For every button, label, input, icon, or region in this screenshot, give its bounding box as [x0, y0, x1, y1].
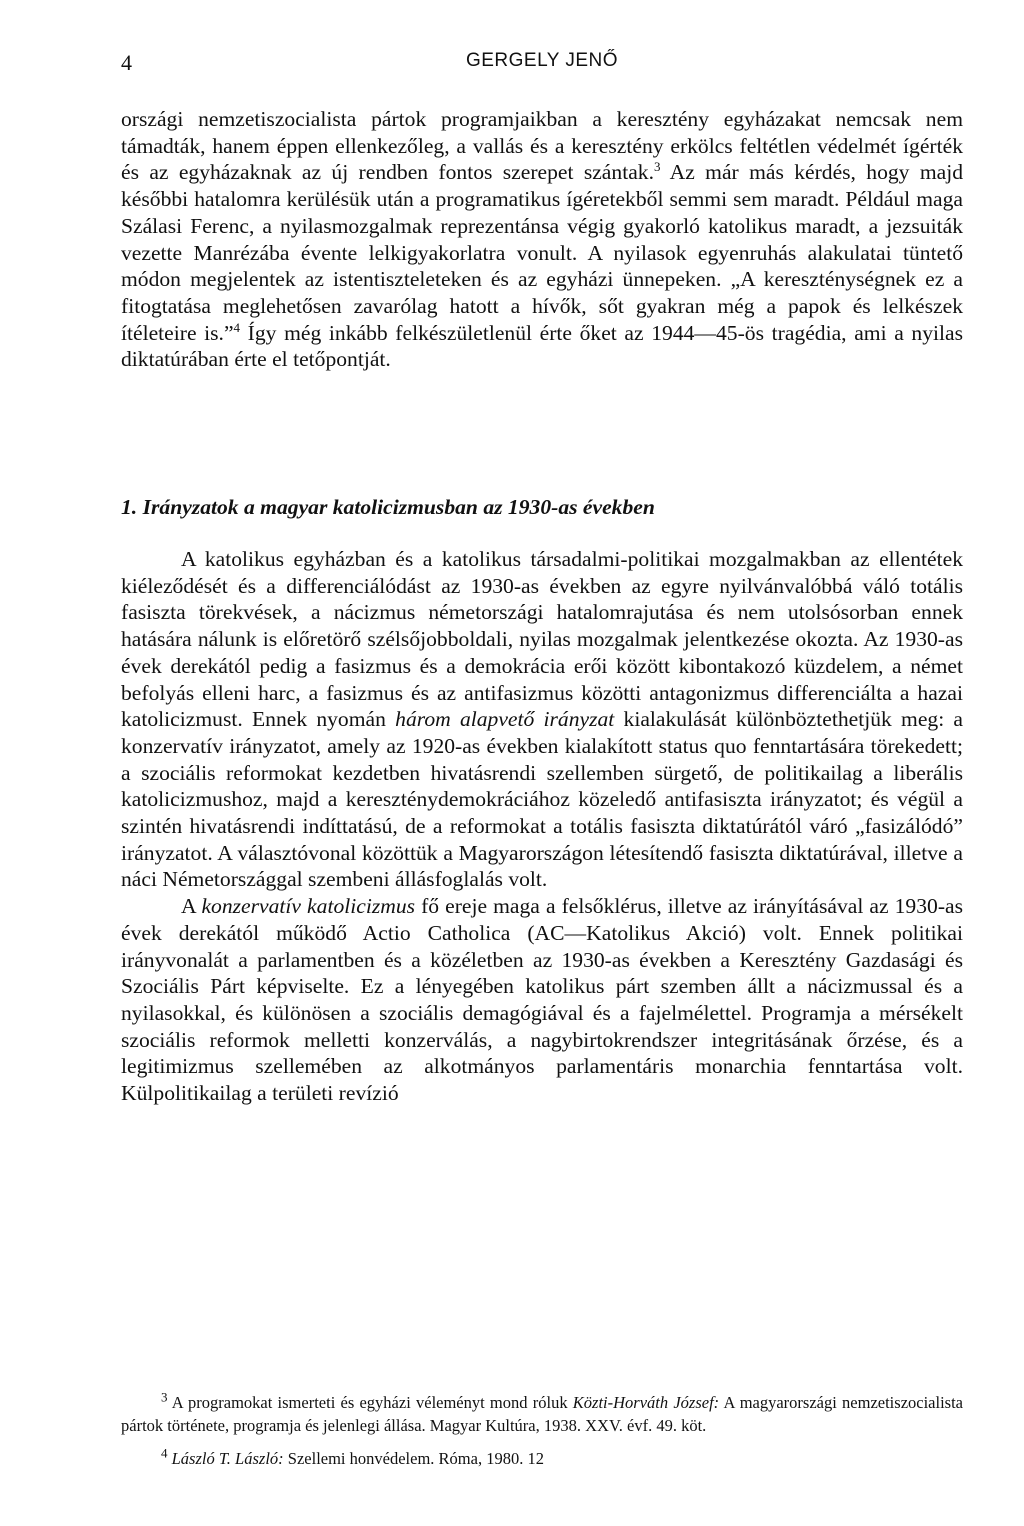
emphasis: három alapvető irányzat	[395, 707, 615, 732]
author-name: László T. László:	[171, 1449, 284, 1468]
paragraph-text: országi nemzetiszocialista pártok programjaikban a keresztény egyházakat nemcsak nem támadták, hanem éppen ellenkezőleg, a vallás és a keresztény erkölcs feltétlen védelmét ígérték és az egyházaknak az új rendben fontos szerepet szántak.$^3$ Az már más kérdés, hogy majd későbbi hatalomra kerülésük után a programatikus ígéretekből semmi sem maradt. Például maga Szálasi Ferenc, a nyilasmozgalmak reprezentánsa végig gyakorló katolikus maradt, a jezsuiták vezette Manrézába évente lelkigyakorlatra vonult. A nyilasok egyenruhás alakulatai tüntető módon megjelentek az istentiszteleteken és az egyházi ünnepeken. „A kereszténységnek ez a fitogtatása meglehetősen zavarólag hatott a hívők, sőt gyakran még a papok és lelkészek ítéleteire is.”$^4$ Így még inkább felkészületlenül érte őket az 1944—45-ös tragédia, ami a nyilas diktatúrában érte el tetőpontját.	[121, 107, 964, 372]
footnote-number: 3	[161, 1389, 168, 1405]
body-section	[121, 546, 963, 1107]
page-header	[121, 50, 963, 82]
author-name: Közti-Horváth József:	[572, 1393, 720, 1412]
footnote-3: $^3$ A programokat ismerteti és egyházi véleményt mond róluk Közti-Horváth József: A magyarországi nemzetiszocialista pártok története, programja és jelenlegi állása. Magyar Kultúra, 1938. XXV. évf. 49. köt.	[121, 1389, 963, 1435]
footnote-4: $^4$ László T. László: Szellemi honvédelem. Róma, 1980. 12	[161, 1445, 544, 1468]
footnote-number: 4	[161, 1445, 168, 1461]
running-head: GERGELY JENŐ	[465, 50, 619, 71]
body-paragraph-1	[121, 106, 963, 373]
footnote-ref-4: 4	[233, 319, 241, 335]
body-paragraph-2: A katolikus egyházban és a katolikus társadalmi-politikai mozgalmakban az ellentétek kiéleződését és a differenciálódást az 1930-as években az egyre nyilvánvalóbbá váló totális fasiszta törekvések, a nácizmus németországi hatalomrajutása és nem utolsósorban ennek hatására nálunk is előretörő szélsőjobboldali, nyilas mozgalmak jelentkezése okozta. Az 1930-as évek derekától pedig a fasizmus és a demokrácia erői között kibontakozó küzdelem, a német befolyás elleni harc, a fasizmus és az antifasizmus közötti antagonizmus differenciálta a hazai katolicizmust. Ennek nyomán három alapvető irányzat kialakulását különböztethetjük meg: a konzervatív irányzatot, amely az 1920-as években kialakított status quo fenntartására törekedett; a szociális reformokat kezdetben hivatásrendi szellemben sürgető, de politikailag a liberális katolicizmushoz, majd a kereszténydemokráciához közeledő antifasiszta irányzatot; és végül a szintén hivatásrendi indíttatású, de a reformokat a totális fasiszta diktatúrától váró „fasizálódó” irányzatot. A választóvonal közöttük a Magyarországon létesítendő fasiszta diktatúrával, illetve a náci Németországgal szembeni állásfoglalás volt.	[121, 547, 964, 892]
emphasis: konzervatív katolicizmus	[201, 894, 416, 919]
page-number: 4	[121, 50, 132, 75]
body-paragraph-3: A konzervatív katolicizmus fő ereje maga a felsőklérus, illetve az irányításával az 1930-as évek derekától működő Actio Catholica (AC—Katolikus Akció) volt. Ennek politikai irányvonalát a parlamentben és a közéletben az 1930-as években a Keresztény Gazdasági és Szociális Párt képviselte. Ez a lényegében katolikus párt szemben állt a nácizmussal és a nyilasokkal, és különösen a szociális demagógiával és a fajelmélettel. Programja a mérsékelt szociális reformok melletti konzerválás, a nagybirtokrendszer integritásának őrzése, és a legitimizmus szellemében az alkotmányos parlamentáris monarchia fenntartása volt. Külpolitikailag a területi revízió	[121, 894, 964, 1106]
footnote-ref-3: 3	[653, 159, 661, 175]
footnotes	[121, 1391, 963, 1480]
section-heading: 1. Irányzatok a magyar katolicizmusban az 1930-as években	[121, 495, 655, 519]
